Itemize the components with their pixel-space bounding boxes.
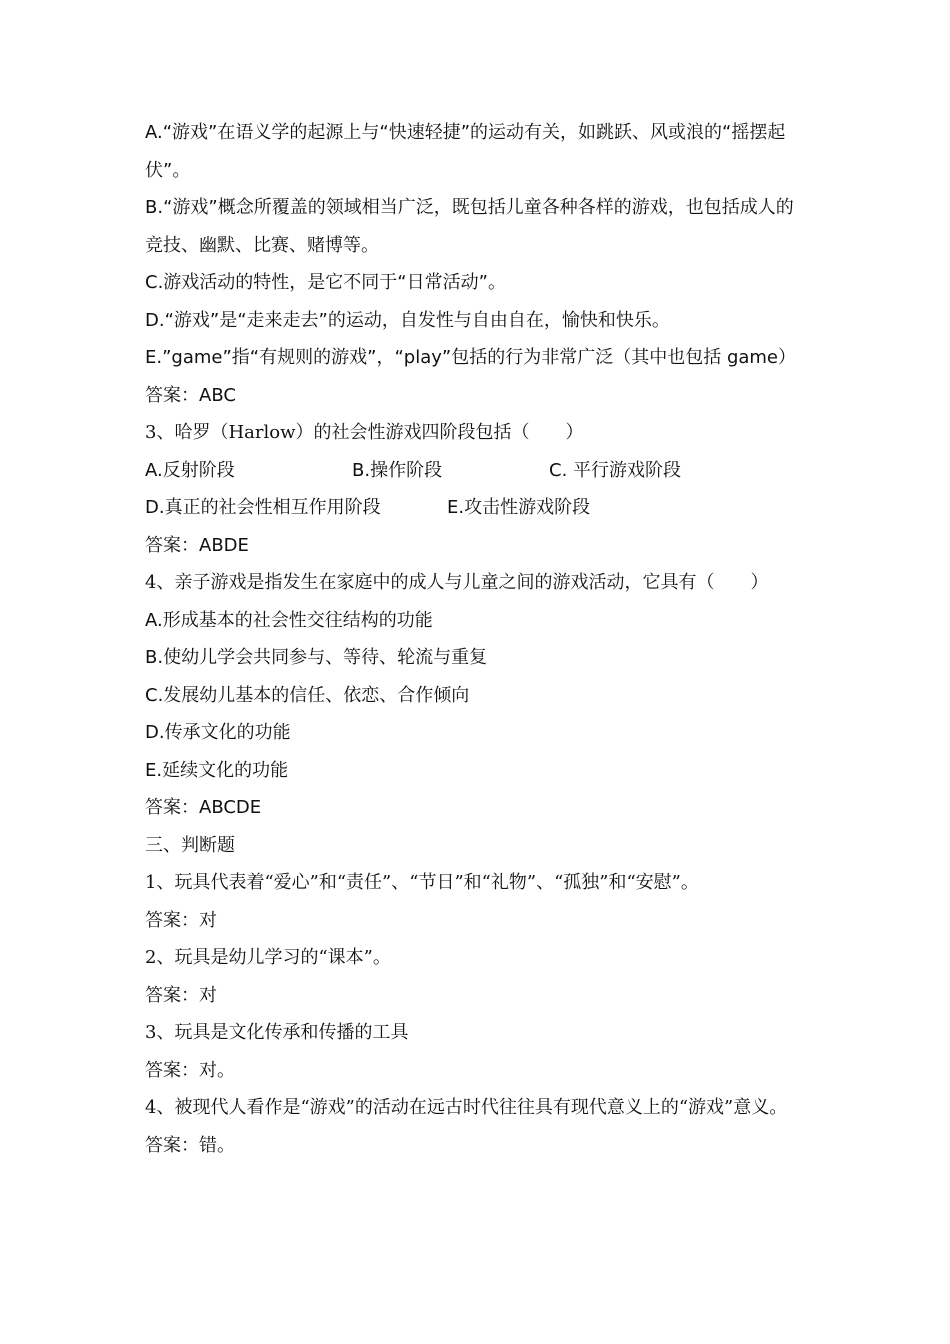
q2-answer: 答案：ABC	[145, 384, 236, 406]
judge-answer-1: 答案：对	[145, 909, 217, 931]
judge-question-4: 4、被现代人看作是“游戏”的活动在远古时代往往具有现代意义上的“游戏”意义。	[145, 1097, 788, 1118]
judge-answer-3: 答案：对。	[145, 1059, 235, 1081]
q3-options-row-2	[145, 489, 810, 527]
judge-answer-4: 答案：错。	[145, 1134, 235, 1156]
q4-option-d: D.传承文化的功能	[145, 722, 291, 743]
document-page	[145, 114, 810, 1164]
q2-option-d: D.“游戏”是“走来走去”的运动，自发性与自由自在，愉快和快乐。	[145, 309, 670, 331]
judge-question-1: 1、玩具代表着“爱心”和“责任”、“节日”和“礼物”、“孤独”和“安慰”。	[145, 872, 699, 893]
q3-option-e: E.攻击性游戏阶段	[447, 497, 591, 518]
q3-question: 3、哈罗（Harlow）的社会性游戏四阶段包括（ ）	[145, 422, 584, 443]
judge-answer-2: 答案：对	[145, 984, 217, 1006]
q2-option-b: B.“游戏”概念所覆盖的领域相当广泛，既包括儿童各种各样的游戏，也包括成人的竞技、幽默、比赛、赌博等。	[145, 197, 794, 256]
q2-option-e: E.”game”指“有规则的游戏”，“play”包括的行为非常广泛（其中也包括 game）	[145, 347, 797, 368]
judge-question-3: 3、玩具是文化传承和传播的工具	[145, 1022, 409, 1043]
q3-option-b: B.操作阶段	[352, 459, 443, 481]
q4-option-b: B.使幼儿学会共同参与、等待、轮流与重复	[145, 647, 488, 668]
q4-option-a: A.形成基本的社会性交往结构的功能	[145, 609, 433, 631]
q3-options-row-1	[145, 452, 810, 490]
q2-option-c: C.游戏活动的特性，是它不同于“日常活动”。	[145, 272, 506, 293]
q4-question: 4、亲子游戏是指发生在家庭中的成人与儿童之间的游戏活动，它具有（ ）	[145, 572, 769, 593]
q3-option-c: C. 平行游戏阶段	[549, 459, 682, 481]
q4-answer: 答案：ABCDE	[145, 797, 262, 818]
q4-option-e: E.延续文化的功能	[145, 759, 289, 781]
section-title: 三、判断题	[145, 834, 235, 856]
q4-option-c: C.发展幼儿基本的信任、依恋、合作倾向	[145, 684, 470, 706]
q2-option-a: A.“游戏”在语义学的起源上与“快速轻捷”的运动有关，如跳跃、风或浪的“摇摆起伏”。	[145, 122, 786, 181]
q3-option-a: A.反射阶段	[145, 459, 235, 481]
judge-question-2: 2、玩具是幼儿学习的“课本”。	[145, 947, 391, 968]
q3-option-d: D.真正的社会性相互作用阶段	[145, 497, 381, 518]
q3-answer: 答案：ABDE	[145, 534, 249, 556]
